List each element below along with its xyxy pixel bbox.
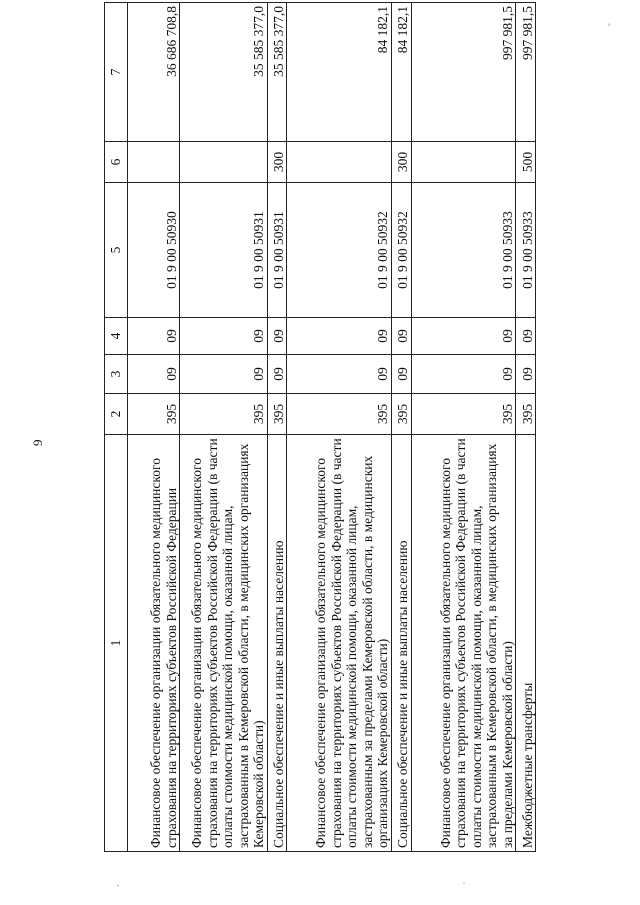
row-name: Социальное обеспечение и иные выплаты населению bbox=[267, 435, 287, 852]
row-name: Социальное обеспечение и иные выплаты населению bbox=[391, 435, 411, 852]
budget-table-container bbox=[104, 6, 536, 852]
header-cell-5: 5 bbox=[105, 183, 128, 318]
row-name: Финансовое обеспечение организации обязательного медицинского страхования на территориях субъектов Российской Федерации (в части оплаты стоимости медицинской помощи, оказанной лицам, застрахованным за пределами Кемеровской области, в медицинских организациях Кемеровской области) bbox=[287, 435, 392, 852]
header-cell-3: 3 bbox=[105, 355, 128, 394]
row-code: 395 bbox=[287, 394, 392, 435]
row-subsection: 09 bbox=[516, 318, 536, 355]
row-section: 09 bbox=[391, 355, 411, 394]
row-amount: 997 981,5 bbox=[516, 3, 536, 142]
row-type: 300 bbox=[391, 142, 411, 183]
row-code: 395 bbox=[391, 394, 411, 435]
row-name: Финансовое обеспечение организации обязательного медицинского страхования на территориях субъектов Российской Федерации (в части оплаты стоимости медицинской помощи, оказанной лицам, застрахованным в Кемеровской области, в медицинских организациях Кемеровской области) bbox=[180, 435, 267, 852]
row-amount: 84 182,1 bbox=[391, 3, 411, 142]
header-cell-1: 1 bbox=[105, 435, 128, 852]
row-code: 395 bbox=[267, 394, 287, 435]
table-row bbox=[516, 3, 536, 852]
row-type: 300 bbox=[267, 142, 287, 183]
row-subsection: 09 bbox=[411, 318, 516, 355]
header-cell-4: 4 bbox=[105, 318, 128, 355]
row-amount: 997 981,5 bbox=[411, 3, 516, 142]
header-row bbox=[105, 3, 128, 852]
row-subsection: 09 bbox=[267, 318, 287, 355]
row-target: 01 9 00 50931 bbox=[267, 183, 287, 318]
table-row bbox=[287, 3, 392, 852]
row-amount: 36 686 708,8 bbox=[127, 3, 179, 142]
row-section: 09 bbox=[411, 355, 516, 394]
row-code: 395 bbox=[127, 394, 179, 435]
row-name: Межбюджетные трансферты bbox=[516, 435, 536, 852]
table-row bbox=[267, 3, 287, 852]
row-subsection: 09 bbox=[391, 318, 411, 355]
header-cell-2: 2 bbox=[105, 394, 128, 435]
row-section: 09 bbox=[516, 355, 536, 394]
row-code: 395 bbox=[516, 394, 536, 435]
row-subsection: 09 bbox=[287, 318, 392, 355]
page-number: 9 bbox=[30, 439, 45, 446]
row-type bbox=[287, 142, 392, 183]
row-amount: 35 585 377,0 bbox=[267, 3, 287, 142]
row-target: 01 9 00 50932 bbox=[391, 183, 411, 318]
row-section: 09 bbox=[127, 355, 179, 394]
row-target: 01 9 00 50931 bbox=[180, 183, 267, 318]
table-row bbox=[391, 3, 411, 852]
row-amount: 35 585 377,0 bbox=[180, 3, 267, 142]
row-section: 09 bbox=[287, 355, 392, 394]
row-name: Финансовое обеспечение организации обязательного медицинского страхования на территориях субъектов Российской Федерации bbox=[127, 435, 179, 852]
row-section: 09 bbox=[267, 355, 287, 394]
row-target: 01 9 00 50933 bbox=[411, 183, 516, 318]
scan-mark: · bbox=[116, 878, 120, 892]
row-type bbox=[127, 142, 179, 183]
row-target: 01 9 00 50933 bbox=[516, 183, 536, 318]
header-cell-6: 6 bbox=[105, 142, 128, 183]
row-name: Финансовое обеспечение организации обязательного медицинского страхования на территориях субъектов Российской Федерации (в части оплаты стоимости медицинской помощи, оказанной лицам, застрахованным в Кемеровской области, в медицинских организациях за пределами Кемеровской области) bbox=[411, 435, 516, 852]
table-row bbox=[411, 3, 516, 852]
row-amount: 84 182,1 bbox=[287, 3, 392, 142]
scan-mark: · bbox=[462, 876, 466, 890]
header-cell-7: 7 bbox=[105, 3, 128, 142]
row-subsection: 09 bbox=[180, 318, 267, 355]
row-code: 395 bbox=[180, 394, 267, 435]
row-code: 395 bbox=[411, 394, 516, 435]
row-type bbox=[411, 142, 516, 183]
table-row bbox=[180, 3, 267, 852]
row-section: 09 bbox=[180, 355, 267, 394]
budget-table bbox=[104, 2, 536, 852]
table-row bbox=[127, 3, 179, 852]
scan-mark: ′ bbox=[608, 20, 611, 34]
row-target: 01 9 00 50932 bbox=[287, 183, 392, 318]
row-target: 01 9 00 50930 bbox=[127, 183, 179, 318]
row-subsection: 09 bbox=[127, 318, 179, 355]
row-type bbox=[180, 142, 267, 183]
row-type: 500 bbox=[516, 142, 536, 183]
